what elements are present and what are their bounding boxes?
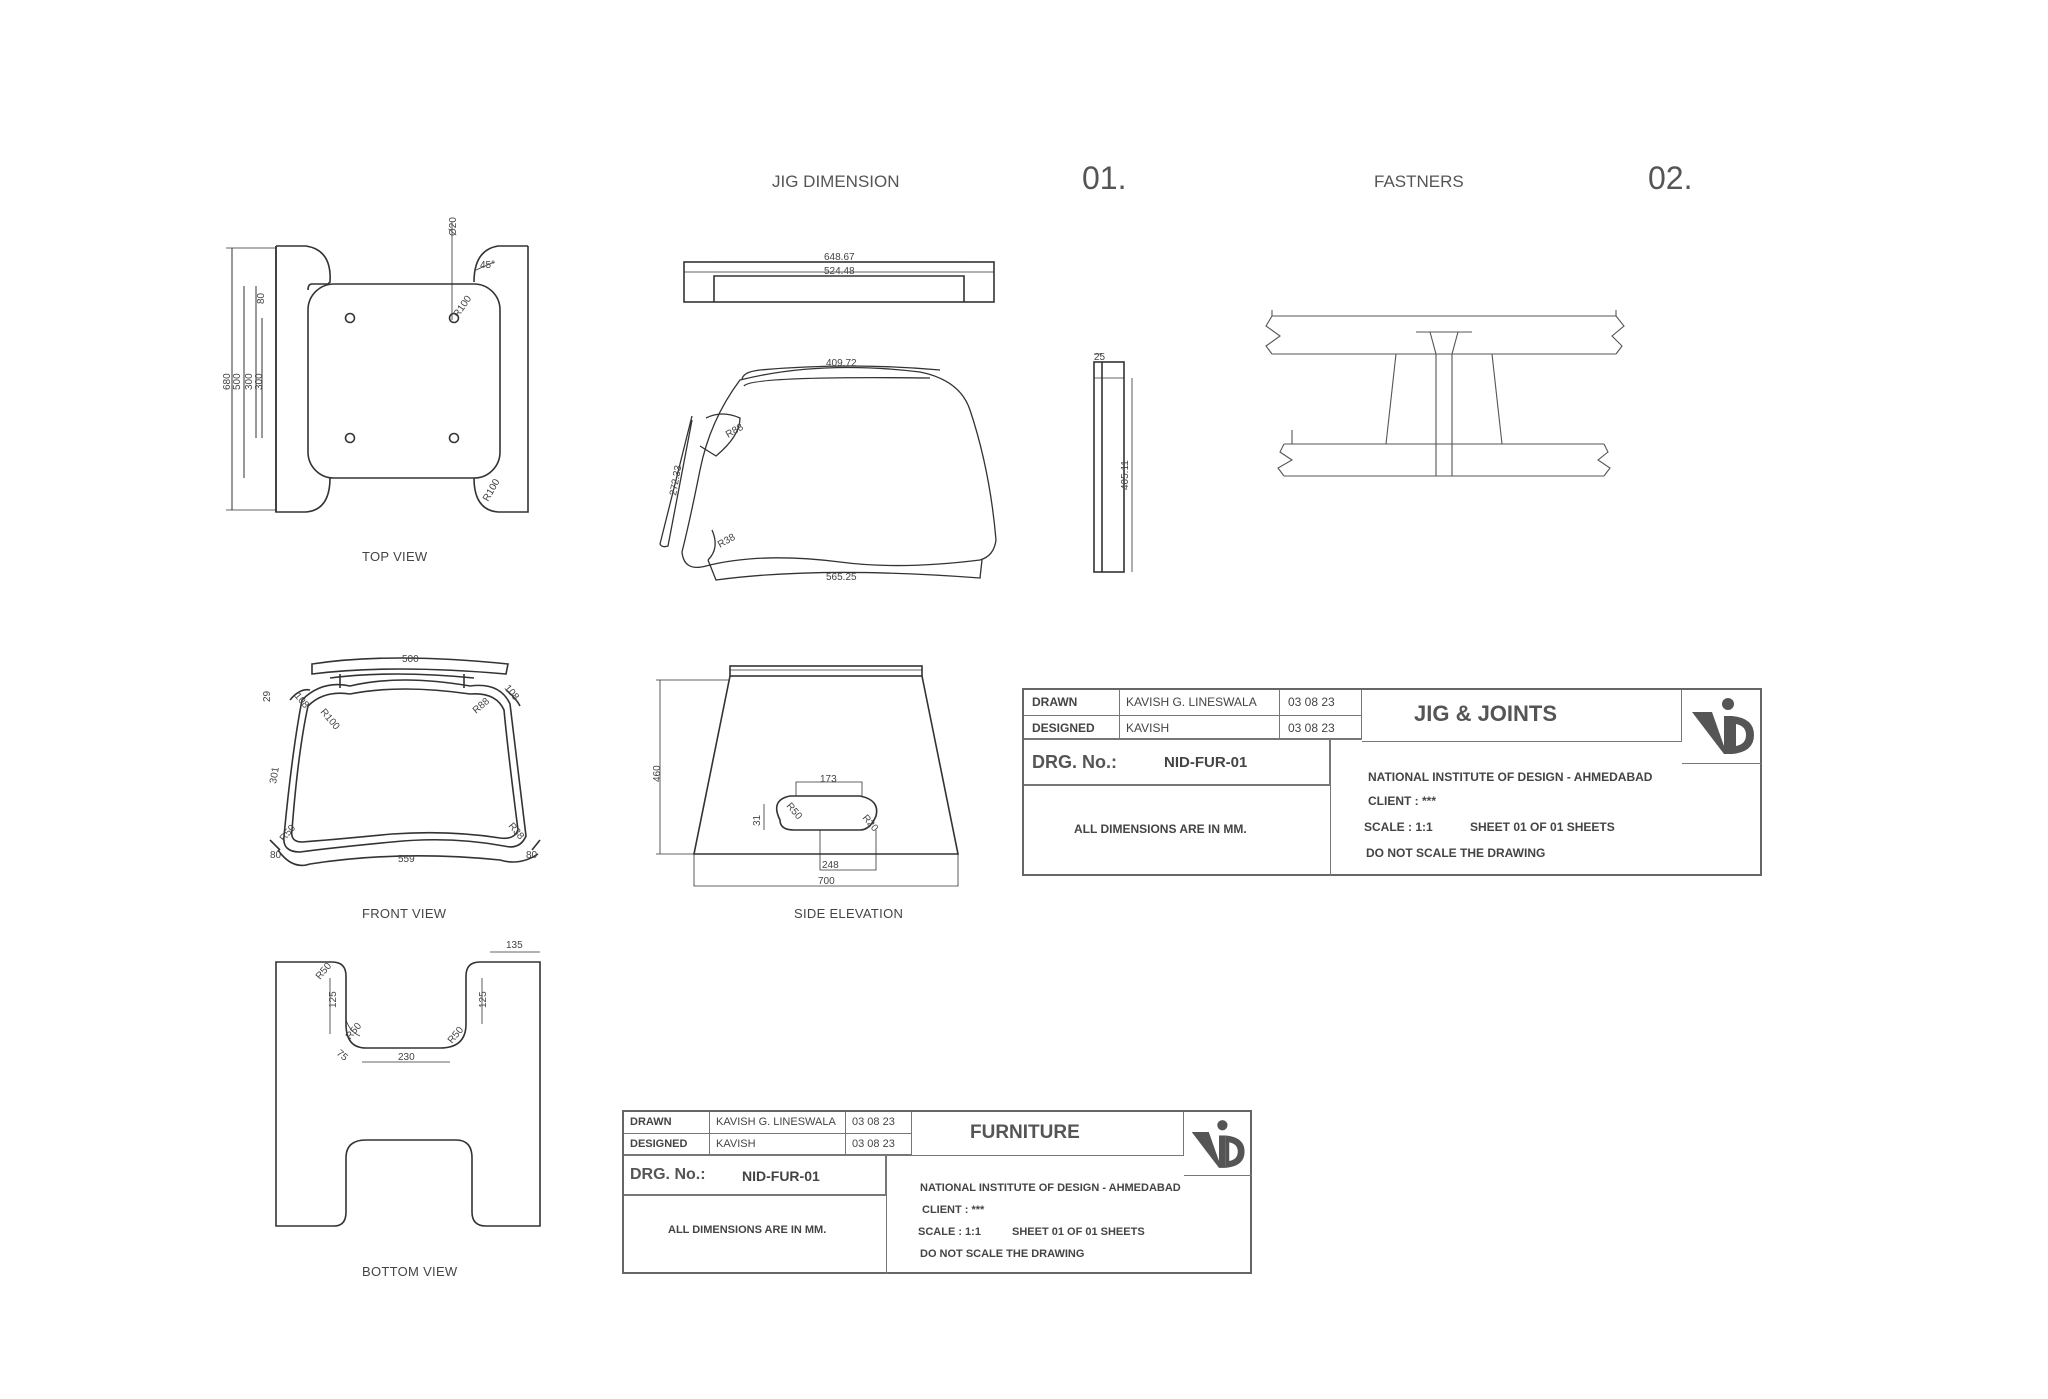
front-view-label: FRONT VIEW bbox=[362, 906, 447, 921]
svg-text:R100: R100 bbox=[451, 293, 475, 320]
drawing-title: FURNITURE bbox=[970, 1122, 1080, 1143]
svg-text:559: 559 bbox=[398, 854, 415, 865]
drg-number-label: DRG. No.: bbox=[630, 1166, 706, 1183]
svg-text:272.33: 272.33 bbox=[668, 464, 685, 497]
scale-warning: DO NOT SCALE THE DRAWING bbox=[1366, 846, 1546, 860]
svg-text:500: 500 bbox=[402, 654, 419, 665]
drawn-name: KAVISH G. LINESWALA bbox=[716, 1116, 836, 1128]
svg-text:R38: R38 bbox=[716, 531, 738, 551]
svg-text:R38: R38 bbox=[505, 820, 526, 842]
bottom-view-label: BOTTOM VIEW bbox=[362, 1264, 458, 1279]
side-elevation-dims bbox=[652, 765, 880, 887]
nid-logo-icon bbox=[1690, 694, 1758, 758]
svg-text:R88: R88 bbox=[470, 696, 492, 717]
svg-text:R50: R50 bbox=[313, 960, 335, 982]
svg-text:R100: R100 bbox=[317, 706, 342, 733]
svg-text:R100: R100 bbox=[481, 477, 503, 504]
svg-text:173: 173 bbox=[820, 774, 837, 785]
svg-text:80: 80 bbox=[270, 850, 282, 861]
svg-text:405.11: 405.11 bbox=[1120, 460, 1131, 490]
designed-date: 03 08 23 bbox=[852, 1138, 895, 1150]
designed-name: KAVISH bbox=[716, 1138, 756, 1150]
svg-text:R50: R50 bbox=[783, 800, 804, 822]
units-note: ALL DIMENSIONS ARE IN MM. bbox=[668, 1224, 827, 1236]
institute-name: NATIONAL INSTITUTE OF DESIGN - AHMEDABAD bbox=[920, 1182, 1181, 1194]
side-elevation-label: SIDE ELEVATION bbox=[794, 906, 904, 921]
svg-text:R50: R50 bbox=[343, 1020, 365, 1042]
svg-text:301: 301 bbox=[268, 766, 282, 785]
svg-text:460: 460 bbox=[652, 765, 663, 782]
svg-text:45°: 45° bbox=[480, 260, 496, 271]
jig-top-dims bbox=[824, 252, 855, 277]
front-view-drawing bbox=[270, 658, 540, 865]
svg-text:108: 108 bbox=[291, 690, 311, 711]
fastners-header: FASTNERS bbox=[1374, 172, 1464, 191]
svg-text:125: 125 bbox=[478, 991, 489, 1008]
svg-text:31: 31 bbox=[752, 814, 763, 826]
svg-text:80: 80 bbox=[526, 850, 538, 861]
svg-text:125: 125 bbox=[328, 991, 339, 1008]
units-note: ALL DIMENSIONS ARE IN MM. bbox=[1074, 822, 1247, 836]
svg-text:300: 300 bbox=[244, 373, 255, 390]
drawn-date: 03 08 23 bbox=[852, 1116, 895, 1128]
svg-text:25: 25 bbox=[1094, 352, 1106, 363]
svg-text:680: 680 bbox=[222, 373, 233, 390]
designed-date: 03 08 23 bbox=[1288, 721, 1335, 735]
svg-text:R20: R20 bbox=[859, 812, 880, 834]
svg-text:29: 29 bbox=[262, 690, 273, 702]
scale-field: SCALE : 1:1 bbox=[1364, 820, 1433, 834]
scale-warning: DO NOT SCALE THE DRAWING bbox=[920, 1248, 1085, 1260]
drg-number: NID-FUR-01 bbox=[742, 1168, 820, 1184]
designed-label: DESIGNED bbox=[630, 1138, 688, 1150]
svg-text:R50: R50 bbox=[445, 1024, 467, 1046]
nid-logo-icon bbox=[1190, 1116, 1248, 1172]
sheet-field: SHEET 01 OF 01 SHEETS bbox=[1012, 1226, 1145, 1238]
svg-text:409.72: 409.72 bbox=[826, 358, 857, 369]
drawing-title: JIG & JOINTS bbox=[1414, 701, 1558, 726]
svg-text:80: 80 bbox=[256, 292, 267, 304]
fastners-section-number: 02. bbox=[1648, 160, 1693, 196]
designed-label: DESIGNED bbox=[1032, 721, 1095, 735]
drawn-label: DRAWN bbox=[1032, 695, 1078, 709]
top-view-label: TOP VIEW bbox=[362, 549, 428, 564]
title-block-jig bbox=[1022, 688, 1762, 876]
top-view-dims bbox=[222, 217, 503, 504]
drg-number-label: DRG. No.: bbox=[1032, 752, 1117, 772]
svg-text:75: 75 bbox=[334, 1047, 350, 1064]
svg-text:248: 248 bbox=[822, 860, 839, 871]
jig-dimension-header: JIG DIMENSION bbox=[772, 172, 900, 191]
svg-text:R50: R50 bbox=[277, 822, 299, 844]
client-field: CLIENT : *** bbox=[922, 1204, 985, 1216]
svg-text:Ø20: Ø20 bbox=[448, 217, 459, 236]
svg-text:135: 135 bbox=[506, 940, 523, 951]
scale-field: SCALE : 1:1 bbox=[918, 1226, 981, 1238]
svg-text:565.25: 565.25 bbox=[826, 572, 857, 583]
svg-text:108: 108 bbox=[501, 682, 521, 703]
designed-name: KAVISH bbox=[1126, 721, 1170, 735]
client-field: CLIENT : *** bbox=[1368, 794, 1437, 808]
svg-text:R88: R88 bbox=[724, 421, 746, 441]
side-elevation-drawing bbox=[656, 666, 958, 886]
drawn-name: KAVISH G. LINESWALA bbox=[1126, 695, 1257, 709]
svg-text:648.67: 648.67 bbox=[824, 252, 855, 263]
sheet-field: SHEET 01 OF 01 SHEETS bbox=[1470, 820, 1615, 834]
drawn-date: 03 08 23 bbox=[1288, 695, 1335, 709]
jig-seat-dims bbox=[668, 358, 857, 583]
drg-number: NID-FUR-01 bbox=[1164, 754, 1248, 771]
svg-text:524.48: 524.48 bbox=[824, 266, 855, 277]
svg-text:500: 500 bbox=[232, 373, 243, 390]
bottom-view-drawing bbox=[276, 952, 540, 1226]
svg-text:700: 700 bbox=[818, 876, 835, 887]
jig-side-dims bbox=[1094, 352, 1131, 490]
institute-name: NATIONAL INSTITUTE OF DESIGN - AHMEDABAD bbox=[1368, 770, 1653, 784]
jig-section-number: 01. bbox=[1082, 160, 1127, 196]
jig-seat-outline bbox=[660, 366, 996, 580]
svg-text:230: 230 bbox=[398, 1052, 415, 1063]
drawn-label: DRAWN bbox=[630, 1116, 672, 1128]
fastner-joint-drawing bbox=[1266, 310, 1624, 476]
title-block-furniture bbox=[622, 1110, 1252, 1274]
svg-text:300: 300 bbox=[254, 373, 265, 390]
